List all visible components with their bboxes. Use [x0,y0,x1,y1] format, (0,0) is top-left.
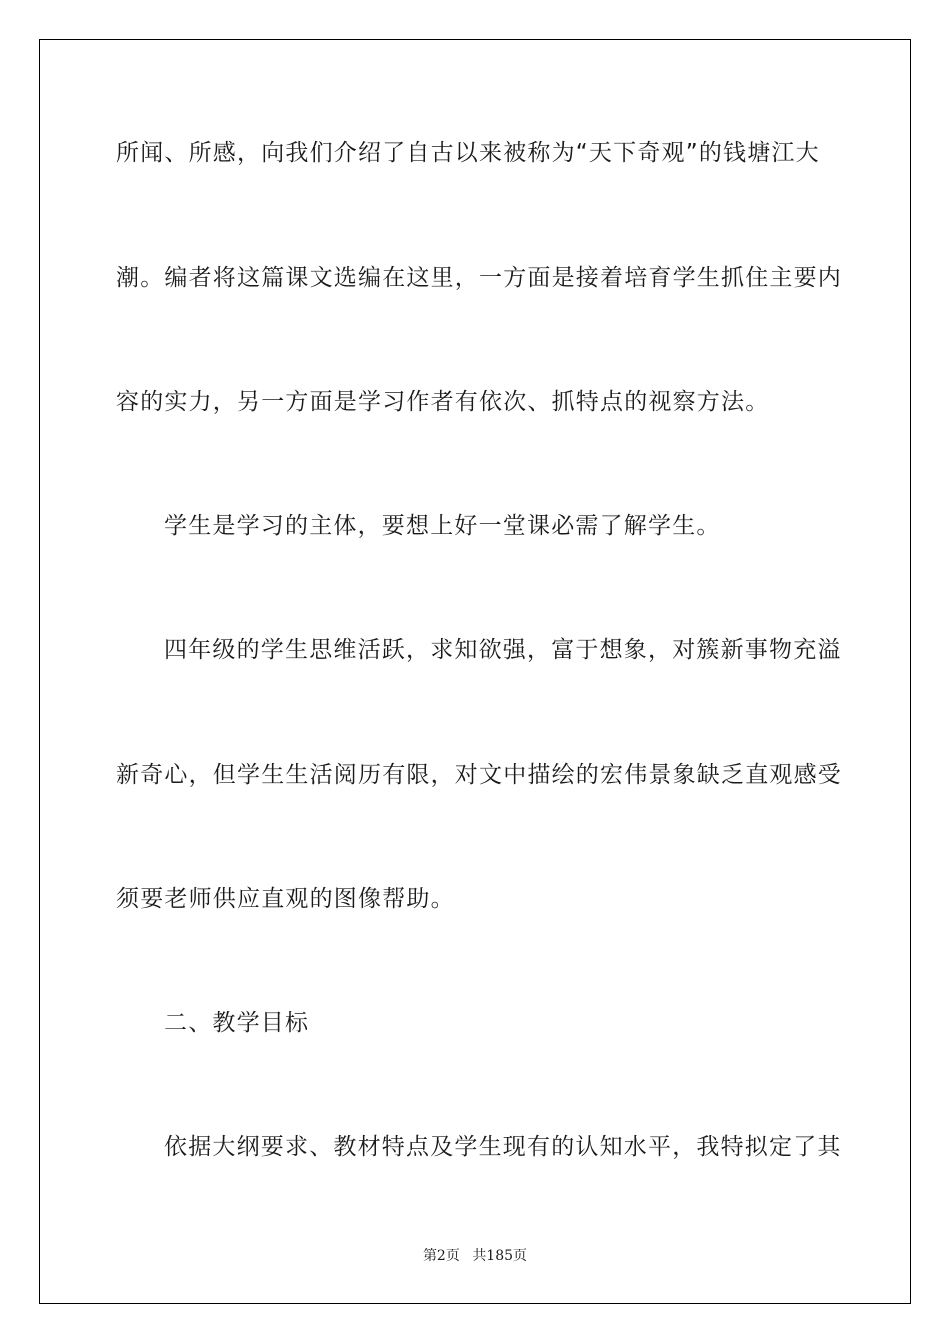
text-line: 学生是学习的主体，要想上好一堂课必需了解学生。 [164,513,721,539]
text-line: 四年级的学生思维活跃，求知欲强，富于想象，对簇新事物充溢 [164,637,842,663]
page-number: 第2页 [422,1248,460,1264]
text-line: 新奇心，但学生生活阅历有限，对文中描绘的宏伟景象缺乏直观感受 [116,762,842,788]
page-total: 共185页 [472,1248,528,1264]
text-line: 容的实力，另一方面是学习作者有依次、抓特点的视察方法。 [116,389,770,415]
page-border [39,39,911,1304]
section-heading: 二、教学目标 [164,1010,310,1036]
text-line: 依据大纲要求、教材特点及学生现有的认知水平，我特拟定了其 [164,1134,842,1160]
text-line: 所闻、所感，向我们介绍了自古以来被称为“天下奇观”的钱塘江大 [116,140,820,166]
page-footer [0,1246,950,1266]
text-line: 须要老师供应直观的图像帮助。 [116,886,455,912]
text-line: 潮。编者将这篇课文选编在这里，一方面是接着培育学生抓住主要内 [116,265,842,291]
